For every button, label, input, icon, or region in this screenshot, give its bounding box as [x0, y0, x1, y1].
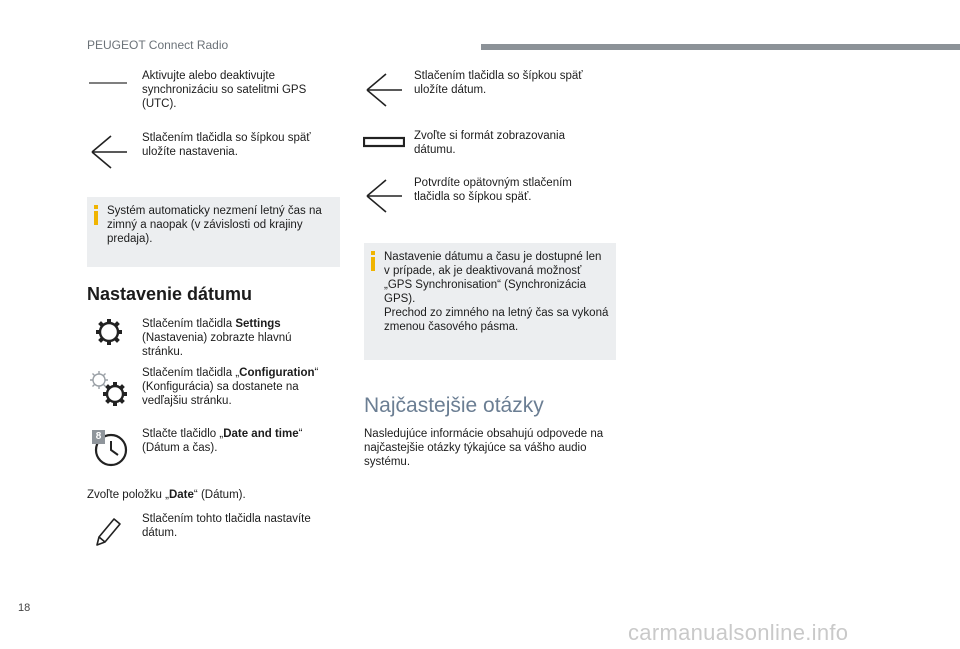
confirm-text: Potvrdíte opätovným stlačením tlačidla so šípkou späť.: [414, 177, 572, 203]
gps-sync-text: Aktivujte alebo deaktivujte synchronizáciu so satelitmi GPS (UTC).: [142, 70, 307, 110]
note-availability: [364, 243, 616, 360]
note-dst-text: Systém automaticky nezmení letný čas na zimný a naopak (v závislosti od krajiny predaja).: [107, 205, 322, 245]
step3-text: Stlačte tlačidlo „Date and time“ (Dátum a čas).: [142, 428, 303, 454]
set-date-text: Stlačením tohto tlačidla nastavíte dátum.: [142, 513, 311, 539]
save-settings-text: Stlačením tlačidla so šípkou späť uložíte nastavenia.: [142, 132, 311, 158]
back-arrow-icon: [364, 72, 404, 108]
settings-gear-icon: [94, 317, 124, 347]
page-number: 18: [18, 602, 31, 614]
back-arrow-icon: [364, 178, 404, 214]
faq-title: Najčastejšie otázky: [364, 394, 544, 417]
toggle-line-icon: [89, 81, 127, 85]
faq-intro-text: Nasledujúce informácie obsahujú odpovede na najčastejšie otázky týkajúce sa vášho audio systému.: [364, 428, 604, 468]
watermark: carmanualsonline.info: [628, 620, 849, 645]
step2-text: Stlačením tlačidla „Configuration“ (Konfigurácia) sa dostanete na vedľajšiu stránku.: [142, 367, 319, 407]
note-availability-text: Nastavenie dátumu a času je dostupné len v prípade, ak je deaktivovaná možnosť „GPS Synchronisation“ (Synchronizácia GPS).: [384, 251, 602, 305]
info-icon: [370, 251, 376, 275]
note-dst: [87, 197, 340, 267]
section-title-date: Nastavenie dátumu: [87, 284, 253, 304]
select-date-text: Zvoľte položku „Date“ (Dátum).: [87, 489, 246, 501]
configuration-gears-icon: [88, 369, 130, 409]
header-bar: [481, 44, 960, 50]
step1-text: Stlačením tlačidla Settings (Nastavenia) zobrazte hlavnú stránku.: [142, 318, 292, 358]
info-icon: [93, 205, 99, 229]
badge-number: 8: [92, 430, 105, 444]
save-date-text: Stlačením tlačidla so šípkou späť uložíte dátum.: [414, 70, 583, 96]
note-availability-text-2: Prechod zo zimného na letný čas sa vykoná zmenou časového pásma.: [384, 307, 609, 333]
choose-format-text: Zvoľte si formát zobrazovania dátumu.: [414, 130, 565, 156]
format-bar-icon: [363, 136, 405, 148]
running-header: PEUGEOT Connect Radio: [87, 38, 229, 52]
back-arrow-icon: [89, 134, 129, 170]
pencil-icon: [94, 516, 122, 548]
